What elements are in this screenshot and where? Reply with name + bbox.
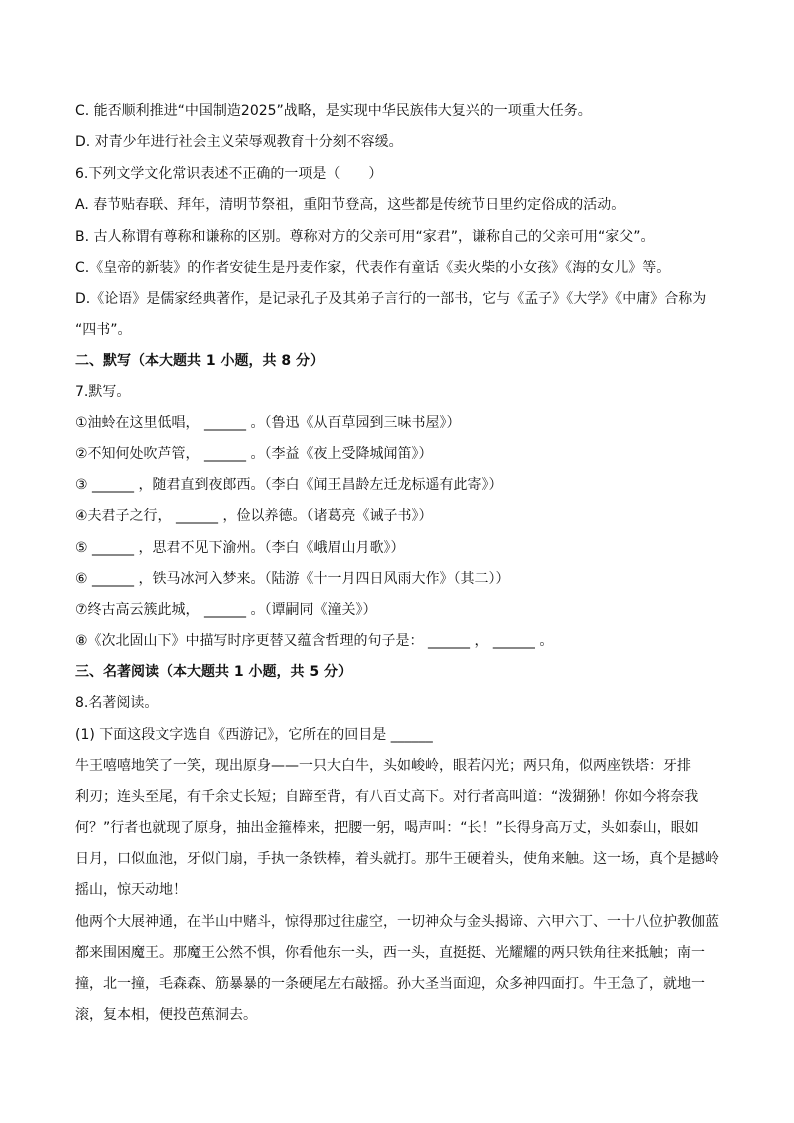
q6-option-d: D.《论语》是儒家经典著作，是记录孔子及其弟子言行的一部书，它与《孟子》《大学》《中庸》合称为 bbox=[75, 291, 707, 307]
passage-line-9: 滚，复本相，便投芭蕉洞去。 bbox=[75, 1007, 257, 1023]
q6-option-b: B. 古人称谓有尊称和谦称的区别。尊称对方的父亲可用“家君”，谦称自己的父亲可用“家父”。 bbox=[75, 229, 655, 245]
dictation-item-2: ②不知何处吹芦管， ______ 。（李益《夜上受降城闻笛》） bbox=[75, 446, 433, 462]
dictation-item-4: ④夫君子之行， ______ ，俭以养德。（诸葛亮《诫子书》） bbox=[75, 508, 433, 524]
question-6-title: 6.下列文学文化常识表述不正确的一项是（ ） bbox=[75, 166, 383, 182]
passage-line-1: 牛王嘻嘻地笑了一笑，现出原身——一只大白牛，头如峻岭，眼若闪光；两只角，似两座铁塔：牙排 bbox=[75, 758, 691, 774]
dictation-item-7: ⑦终古高云簇此城， ______ 。（谭嗣同《潼关》） bbox=[75, 602, 377, 618]
question-8-sub-1: (1) 下面这段文字选自《西游记》，它所在的回目是 ______ bbox=[75, 727, 433, 743]
section-2-heading: 二、默写（本大题共 1 小题，共 8 分） bbox=[75, 353, 324, 369]
section-3-heading: 三、名著阅读（本大题共 1 小题，共 5 分） bbox=[75, 664, 352, 680]
passage-line-8: 撞，北一撞，毛森森、筋暴暴的一条硬尾左右敲摇。孙大圣当面迎，众多神四面打。牛王急了，就地一 bbox=[75, 976, 705, 992]
dictation-item-6: ⑥ ______ ，铁马冰河入梦来。（陆游《十一月四日风雨大作》（其二）） bbox=[75, 571, 510, 587]
question-7-title: 7.默写。 bbox=[75, 384, 131, 400]
dictation-item-1: ①油蛉在这里低唱， ______ 。（鲁迅《从百草园到三味书屋》） bbox=[75, 415, 461, 431]
option-c-line: C. 能否顺利推进“中国制造2025”战略，是实现中华民族伟大复兴的一项重大任务。 bbox=[75, 103, 592, 119]
passage-line-2: 利刃；连头至尾，有千余丈长短；自蹄至背，有八百丈高下。对行者高叫道：“泼猢狲！你如今将奈我 bbox=[75, 789, 699, 805]
q6-option-a: A. 春节贴春联、拜年，清明节祭祖，重阳节登高，这些都是传统节日里约定俗成的活动。 bbox=[75, 197, 626, 213]
q6-option-d-cont: “四书”。 bbox=[75, 322, 132, 338]
passage-line-3: 何？”行者也就现了原身，抽出金箍棒来，把腰一躬，喝声叫：“长！”长得身高万丈，头如泰山，眼如 bbox=[75, 820, 699, 836]
question-8-title: 8.名著阅读。 bbox=[75, 695, 159, 711]
passage-line-7: 都来围困魔王。那魔王公然不惧，你看他东一头，西一头，直挺挺、光耀耀的两只铁角往来抵触；南一 bbox=[75, 945, 705, 961]
passage-line-6: 他两个大展神通，在半山中赌斗，惊得那过往虚空，一切神众与金头揭谛、六甲六丁、一十八位护教伽蓝 bbox=[75, 914, 719, 930]
passage-line-5: 摇山，惊天动地！ bbox=[75, 882, 187, 898]
q6-option-c: C.《皇帝的新装》的作者安徒生是丹麦作家，代表作有童话《卖火柴的小女孩》《海的女儿》等。 bbox=[75, 260, 671, 276]
dictation-item-5: ⑤ ______ ，思君不见下渝州。（李白《峨眉山月歌》） bbox=[75, 540, 405, 556]
dictation-item-8: ⑧《次北固山下》中描写时序更替又蕴含哲理的句子是： ______ ， ______ 。 bbox=[75, 633, 554, 649]
passage-line-4: 日月，口似血池，牙似门扇，手执一条铁棒，着头就打。那牛王硬着头，使角来触。这一场，真个是撼岭 bbox=[75, 851, 719, 867]
option-d-line: D. 对青少年进行社会主义荣辱观教育十分刻不容缓。 bbox=[75, 134, 403, 150]
dictation-item-3: ③ ______ ，随君直到夜郎西。（李白《闻王昌龄左迁龙标遥有此寄》） bbox=[75, 477, 503, 493]
